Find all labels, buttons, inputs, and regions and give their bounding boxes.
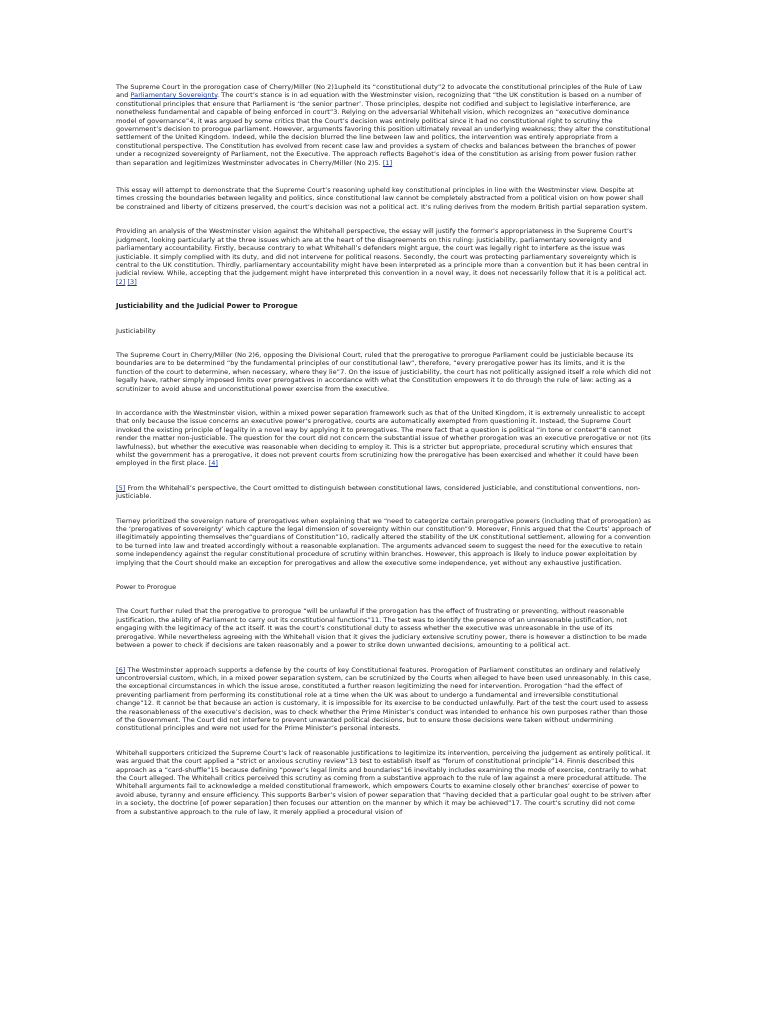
paragraph-essay-aim: This essay will attempt to demonstrate that the Supreme Court’s reasoning upheld key constitutional principles in line with the Westminster view. Despite at times crossing the boundaries between legality and politics, since constitutional law cannot be completely abstracted from a political vision on how power shall be constrained and liberty of citizens preserved, the court’s decision was not a political act. It’s ruling derives from the modern British partial separation system. bbox=[116, 186, 648, 211]
footnote-link-2[interactable]: [2] bbox=[116, 277, 126, 286]
paragraph-westminster-vision bbox=[116, 409, 652, 468]
paragraph-westminster-approach bbox=[116, 666, 652, 733]
footnote-link-4[interactable]: [4] bbox=[208, 459, 218, 468]
paragraph-text: The Supreme Court in the prorogation case of Cherry/Miller (No 2)1upheld its “constitutional duty”2 to advocate the constitutional principles of the Rule of Law and bbox=[116, 83, 643, 100]
paragraph-text: From the Whitehall’s perspective, the Court omitted to distinguish between constitutional laws, considered justiciable, and constitutional conventions, non-justiciable. bbox=[116, 483, 641, 501]
document-page bbox=[116, 83, 652, 816]
parliamentary-sovereignty-link[interactable]: Parliamentary Sovereignty bbox=[130, 91, 218, 100]
footnote-link-5[interactable]: [5] bbox=[116, 483, 126, 492]
paragraph-justiciability: The Supreme Court in Cherry/Miller (No 2)6, opposing the Divisional Court, ruled that the prerogative to prorogue Parliament could be justiciable because its boundaries are to be determined “by the fundamental principles of our constitutional law”, therefore, “every prerogative power has its limits, and it is the function of the court to determine, when necessary, where they lie”7. On the issue of justiciability, the court has not politically assigned itself a role which did not legally have, rather simply imposed limits over prerogatives in accordance with what the Constitution empowers it to do through the rule of law: acting as a scrutinizer to avoid abuse and unconstitutional power exercise from the executive. bbox=[116, 350, 652, 393]
footnote-link-6[interactable]: [6] bbox=[116, 665, 126, 674]
paragraph-text: In accordance with the Westminster vision, within a mixed power separation framework such as that of the United Kingdom, it is extremely unrealistic to accept that only because the issue concerns an executive power’s prerogative, courts are automatically exempted from questioning it. Instead, the Supreme Court invoked the existing principle of legality in a novel way by applying it to prerogatives. The mere fact that a question is political “in tone or context”8 cannot render the matter non-justiciable. The question for the court did not concern the substantial issue of whether prorogation was an executive prerogative or not (its lawfulness), but whether the executive was reasonable when deciding to employ it. This is a stricter but appropriate, procedural scrutiny which ensures that whilst the government has a prerogative, it does not prevent courts from scrutinizing how the prerogative has been exercised and whether it could have been employed in the first place. bbox=[116, 408, 651, 468]
paragraph-analysis bbox=[116, 227, 652, 286]
paragraph-intro bbox=[116, 83, 652, 167]
paragraph-prerogative-ruling: The Court further ruled that the prerogative to prorogue “will be unlawful if the prorogation has the effect of frustrating or preventing, without reasonable justification, the ability of Parliament to carry out its constitutional functions”11. The test was to identify the presence of an unreasonable justification, not engaging with the legitimacy of the act itself. It was the court’s constitutional duty to assess whether the executive was unreasonable in the use of its prerogative. While nevertheless agreeing with the Whitehall vision that it gives the judiciary extensive scrutiny power, there is however a distinction to be made between a power to check if decisions are taken reasonably and a power to strike down unwanted decisions, amounting to a political act. bbox=[116, 607, 647, 650]
subheading-power-to-prorogue: Power to Prorogue bbox=[116, 583, 177, 592]
paragraph-tierney: Tierney prioritized the sovereign nature of prerogatives when explaining that we “need to categorize certain prerogative powers (including that of prorogation) as the ‘prerogatives of sovereignty’ which capture the legal dimension of sovereignty within our constitution”9. Moreover, Finnis argued that the Courts’ approach of illegitimately appointing themselves the“guardians of Constitution”10, radically altered the stability of the UK constitutional settlement, allowing for a convention to be turned into law and treated accordingly without a reasonable explanation. The arguments advanced seem to suggest the need for the executive to retain some independency against the regular constitutional procedure of scrutiny within branches. However, this approach is likely to induce power exploitation by implying that the Court should make an exception for prerogatives and allow the executive some independence, yet without any exhaustive justification. bbox=[116, 516, 652, 567]
footnote-link-3[interactable]: [3] bbox=[127, 277, 137, 286]
paragraph-text: Providing an analysis of the Westminster vision against the Whitehall perspective, the essay will justify the former’s appropriateness in the Supreme Court’s judgment, looking particularly at the three issues which are at the heart of the disagreements on this ruling: justiciability, parliamentary sovereignty and parliamentary accountability. Firstly, because contrary to what Whitehall’s defenders might argue, the court was legally right to interfere as the issue was justiciable. It simply complied with its duty, and did not intervene for political reasons. Secondly, the court was protecting parliamentary sovereignty which is central to the UK constitution. Thirdly, parliamentary accountability might have been interpreted as a principle more than a convention but it has been central in judicial review. While, accepting that the judgement might have interpreted this convention in a novel way, it does not necessarily follow that it is a political act. bbox=[116, 227, 649, 278]
paragraph-whitehall-critics: Whitehall supporters criticized the Supreme Court’s lack of reasonable justifications to legitimize its intervention, perceiving the judgement as entirely political. It was argued that the court applied a “strict or anxious scrutiny review”13 test to establish itself as “forum of constitutional principle”14. Finnis described this approach as a “card-shuffle”15 because defining “power’s legal limits and boundaries”16 inevitably includes examining the mode of exercise, contrarily to what the Court alleged. The Whitehall critics perceived this scrutiny as coming from a substantive approach to the rule of law against a mere procedural attitude. The Whitehall arguments fail to acknowledge a melded constitutional framework, which empowers Courts to examine closely other branches’ exercise of power to avoid abuse, tyranny and ensure efficiency. This supports Barber’s vision of power separation that “having decided that a particular goal ought to be striven after in a society, the doctrine [of power separation] then focuses our attention on the manner by which it may be achieved”17. The court’s scrutiny did not come from a substantive approach to the rule of law, it merely applied a procedural vision of bbox=[116, 748, 651, 816]
section-heading: Justiciability and the Judicial Power to Prorogue bbox=[116, 302, 298, 311]
paragraph-whitehall-perspective bbox=[116, 484, 652, 501]
footnote-link-1[interactable]: [1] bbox=[382, 158, 393, 167]
subheading-justiciability: Justiciability bbox=[116, 326, 156, 335]
paragraph-text: The Westminster approach supports a defense by the courts of key Constitutional features. Prorogation of Parliament constitutes an ordinary and relatively uncontroversial custom, which, in a mixed power separation system, can be scrutinized by the Courts when alleged to have been used unreasonably. In this case, the exceptional circumstances in which the issue arose, constituted a further reason legitimizing the need for intervention. Prorogation “had the effect of preventing parliament from performing its constitutional role at a time when the UK was about to undergo a fundamental and irreversible constitutional change”12. It cannot be that because an action is customary, it is impossible for its exercise to be conducted unlawfully. Part of the test the court used to assess the reasonableness of the executive’s decision, was to check whether the Prime Minister’s conduct was intended to enhance his own purposes rather than those of the Government. The Court did not interfere to prevent unwanted political decisions, but to ensure those decisions were taken without undermining constitutional principles and were not used for the Prime Minister’s personal interests. bbox=[116, 665, 652, 733]
paragraph-text: . The court’s stance is in ad equation with the Westminster vision, recognizing that “the UK constitution is based on a number of constitutional principles that ensure that Parliament is ‘the senior partner’. Those principles, despite not codified and subject to legislative interference, are nonetheless fundamental and capable of being enforced in court”3. Relying on the adversarial Whitehall vision, which recognizes an “executive dominance model of governance”4, it was argued by some critics that the Court’s decision was entirely political since it had no constitutional right to scrutiny the government’s decision to prorogue parliament. However, arguments favoring this position ultimately reveal an underlying weakness; they alter the constitutional settlement of the United Kingdom. Indeed, while the decision blurred the line between law and politics, the intervention was entirely appropriate from a constitutional perspective. The Constitution has evolved from recent case law and provides a system of checks and balances between the branches of power under a recognized sovereignty of Parliament, not the Executive. The approach reflects Bagehot’s idea of the constitution as arising from power fusion rather than separation and legitimizes Westminster advocates in Cherry/Miller (No 2)5. bbox=[116, 91, 651, 167]
